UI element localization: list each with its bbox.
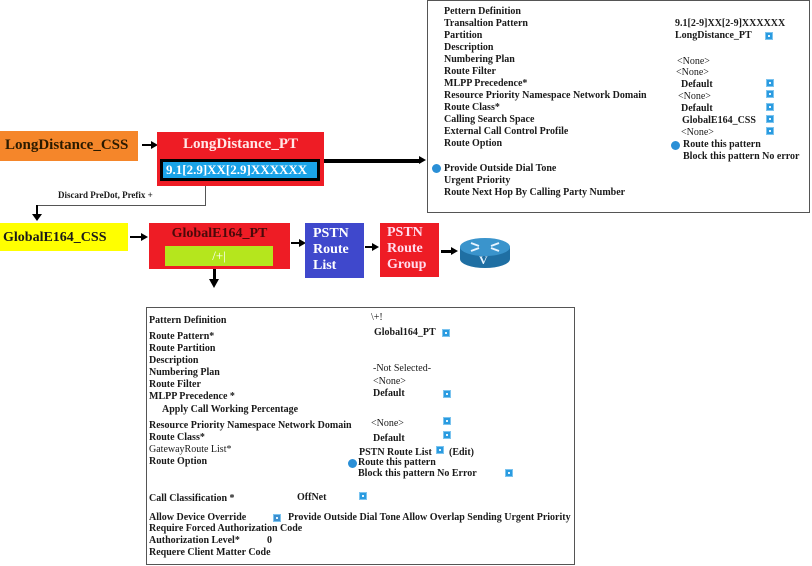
translation-pattern-panel xyxy=(427,0,810,213)
arrow-route-list-to-group xyxy=(365,246,373,248)
value-route-pattern: Global164_PT xyxy=(374,327,436,338)
label-urgent-priority: Urgent Priority xyxy=(444,175,511,186)
arrow-down-head xyxy=(32,214,42,221)
label-require-fac: Require Forced Authorization Code xyxy=(149,523,303,534)
route-this-pattern-label: Route this pattern xyxy=(683,139,761,150)
call-classification-dropdown-icon[interactable] xyxy=(359,492,367,500)
route-list-box xyxy=(305,223,364,278)
route-group-line-2: Route xyxy=(387,241,423,256)
arrow-group-to-gateway xyxy=(441,250,452,253)
label-override-options: Provide Outside Dial Tone Allow Overlap Sending Urgent Priority xyxy=(288,512,571,523)
mlpp-dropdown-icon[interactable] xyxy=(766,79,774,87)
css-dropdown-icon[interactable] xyxy=(766,115,774,123)
label-external-call-control: External Call Control Profile xyxy=(444,126,569,137)
label-route-option: Route Option xyxy=(444,138,503,149)
global-pattern-label: /+| xyxy=(212,248,226,263)
label-resource-priority: Resource Priority Namespace Network Domain xyxy=(444,90,647,101)
external-call-control-dropdown-icon[interactable] xyxy=(766,127,774,135)
value-authorization-level[interactable]: 0 xyxy=(267,535,272,546)
value-call-classification[interactable]: OffNet xyxy=(297,492,327,503)
label-calling-search-space: Calling Search Space xyxy=(444,114,535,125)
longdistance-pt-label: LongDistance_PT xyxy=(182,136,298,152)
route-list-line-1: PSTN xyxy=(313,226,349,241)
route-pattern-icon[interactable] xyxy=(442,329,450,337)
label-mlpp-precedence: MLPP Precedence * xyxy=(149,391,235,402)
value-translation-pattern: 9.1[2-9]XX[2-9]XXXXXX xyxy=(675,18,786,29)
gateway-router-icon xyxy=(459,236,511,270)
label-route-pattern: Route Pattern* xyxy=(149,331,215,342)
label-route-filter: Route Filter xyxy=(149,379,201,390)
route-group-line-3: Group xyxy=(387,257,427,272)
label-gateway-route-list: GatewayRoute List* xyxy=(149,444,232,455)
value-pattern-definition: \+! xyxy=(371,312,383,323)
transform-label: Discard PreDot, Prefix + xyxy=(58,190,153,200)
value-route-class[interactable]: Default xyxy=(681,103,713,114)
value-numbering-plan[interactable]: <None> xyxy=(677,56,710,67)
value-resource-priority[interactable]: <None> xyxy=(371,418,404,429)
route-this-pattern-radio[interactable] xyxy=(348,459,357,468)
allow-device-override-checkbox[interactable] xyxy=(273,514,281,522)
arrow-global-css-to-pt xyxy=(130,236,142,238)
arrow-pt-to-route-list xyxy=(291,242,300,244)
route-pattern-panel xyxy=(146,307,575,565)
label-numbering-plan: Numbering Plan xyxy=(149,367,220,378)
route-group-box xyxy=(380,223,439,277)
global-css-box xyxy=(0,223,128,251)
mlpp-dropdown-icon[interactable] xyxy=(443,390,451,398)
value-route-class[interactable]: Default xyxy=(373,433,405,444)
label-pattern-definition: Pettern Definition xyxy=(444,6,521,17)
value-external-call-control[interactable]: <None> xyxy=(681,127,714,138)
route-list-line-2: Route xyxy=(313,242,349,257)
arrow-pt-down-head xyxy=(209,279,219,288)
value-mlpp-precedence[interactable]: Default xyxy=(681,79,713,90)
label-route-class: Route Class* xyxy=(149,432,205,443)
label-route-option: Route Option xyxy=(149,456,208,467)
value-resource-priority[interactable]: <None> xyxy=(678,91,711,102)
label-mlpp-precedence: MLPP Precedence* xyxy=(444,78,528,89)
route-class-dropdown-icon[interactable] xyxy=(766,103,774,111)
edit-route-list-link[interactable]: (Edit) xyxy=(449,447,474,458)
connector-vertical xyxy=(205,186,206,205)
route-group-line-1: PSTN xyxy=(387,225,423,240)
label-resource-priority: Resource Priority Namespace Network Domain xyxy=(149,420,352,431)
arrow-pt-to-translation-panel xyxy=(324,159,420,163)
longdistance-css-label: LongDistance_CSS xyxy=(5,137,129,153)
label-translation-pattern: Transaltion Pattern xyxy=(444,18,528,29)
connector-horizontal xyxy=(37,205,206,206)
longdistance-pattern-label: 9.1[2.9]XX[2.9]XXXXXX xyxy=(163,162,317,178)
value-route-filter[interactable]: <None> xyxy=(676,67,709,78)
label-require-cmc: Requere Client Matter Code xyxy=(149,547,271,558)
label-apply-call-working: Apply Call Working Percentage xyxy=(162,404,299,415)
label-route-partition: Route Partition xyxy=(149,343,216,354)
route-list-line-3: List xyxy=(313,258,337,273)
global-pt-label: GlobalE164_PT xyxy=(171,226,268,241)
block-error-dropdown-icon[interactable] xyxy=(505,469,513,477)
label-partition: Partition xyxy=(444,30,483,41)
route-this-pattern-radio[interactable] xyxy=(671,141,680,150)
longdistance-css-box xyxy=(0,131,138,161)
route-list-dropdown-icon[interactable] xyxy=(436,446,444,454)
global-css-label: GlobalE164_CSS xyxy=(3,230,107,245)
provide-outside-dial-tone-checkbox[interactable] xyxy=(432,164,441,173)
resource-priority-dropdown-icon[interactable] xyxy=(766,90,774,98)
value-mlpp-precedence[interactable]: Default xyxy=(373,388,405,399)
label-provide-outside-dial-tone: Provide Outside Dial Tone xyxy=(444,163,557,174)
global-pt-box xyxy=(149,223,290,269)
label-route-next-hop: Route Next Hop By Calling Party Number xyxy=(444,187,626,198)
label-description: Description xyxy=(149,355,199,366)
value-route-filter[interactable]: <None> xyxy=(373,376,406,387)
label-pattern-definition: Pattern Definition xyxy=(149,315,227,326)
longdistance-pt-box xyxy=(157,132,324,186)
label-description: Description xyxy=(444,42,494,53)
value-numbering-plan[interactable]: -Not Selected- xyxy=(373,363,432,374)
label-allow-device-override: Allow Device Override xyxy=(149,512,247,523)
gateway-letter: V xyxy=(479,253,488,267)
partition-dropdown-icon[interactable] xyxy=(765,32,773,40)
global-pattern-box xyxy=(165,246,273,266)
route-this-pattern-label: Route this pattern xyxy=(358,457,436,468)
block-this-pattern-label[interactable]: Block this pattern No Error xyxy=(358,468,477,479)
label-call-classification: Call Classification * xyxy=(149,493,235,504)
resource-priority-dropdown-icon[interactable] xyxy=(443,417,451,425)
value-partition: LongDistance_PT xyxy=(675,30,752,41)
longdistance-pattern-box xyxy=(160,159,320,181)
value-calling-search-space[interactable]: GlobalE164_CSS xyxy=(682,115,756,126)
arrow-css-to-pt xyxy=(142,144,152,146)
label-authorization-level: Authorization Level* xyxy=(149,535,240,546)
value-gateway-route-list[interactable]: PSTN Route List xyxy=(359,447,432,458)
route-class-dropdown-icon[interactable] xyxy=(443,431,451,439)
label-route-class: Route Class* xyxy=(444,102,500,113)
label-route-filter: Route Filter xyxy=(444,66,496,77)
label-numbering-plan: Numbering Plan xyxy=(444,54,515,65)
block-this-pattern-label[interactable]: Block this pattern No error xyxy=(683,151,800,162)
